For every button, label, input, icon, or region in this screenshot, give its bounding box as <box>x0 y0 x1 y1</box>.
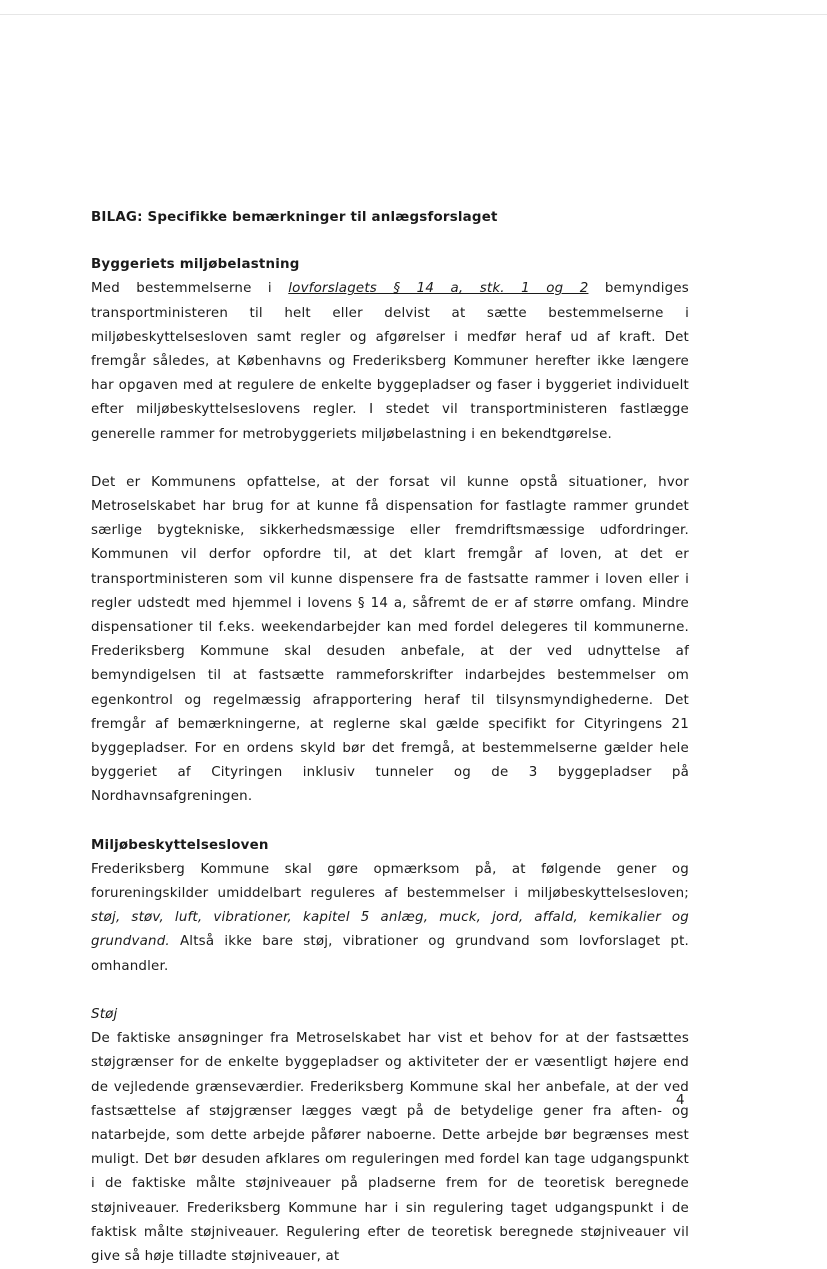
page-number: 4 <box>676 1093 685 1108</box>
document-heading: BILAG: Specifikke bemærkninger til anlægsforslaget <box>91 210 498 225</box>
paragraph-text: Frederiksberg Kommune skal gøre opmærksom på, at følgende gener og forureningskilder umiddelbart reguleres af bestemmelser i miljøbeskyttelsesloven; <box>91 861 689 902</box>
pollution-sources-list: støj, støv, luft, vibrationer, kapitel 5 anlæg, muck, jord, affald, kemikalier og grundvand. <box>91 910 689 950</box>
paragraph-text: Med bestemmelserne i <box>91 281 289 297</box>
paragraph-dispensation: Det er Kommunens opfattelse, at der forsat vil kunne opstå situationer, hvor Metroselskabet har brug for at kunne få dispensation for fastlagte rammer grundet særlige bygtekniske, sikkerhedsmæssige eller fremdriftsmæssige udfordringer. Kommunen vil derfor opfordre til, at det klart fremgår af loven, at det er transportministeren som vil kunne dispensere fra de fastsatte rammer i loven eller i regler udstedt med hjemmel i lovens § 14 a, såfremt de er af større omfang. Mindre dispensationer til f.eks. weekendarbejder kan med fordel delegeres til kommunerne. Frederiksberg Kommune skal desuden anbefale, at der ved udnyttelse af bemyndigelsen til at fastsætte rammeforskrifter indarbejdes bestemmelser om egenkontrol og regelmæssig afrapportering heraf til tilsynsmyndighederne. Det fremgår af bemærkningerne, at reglerne skal gælde specifikt for Cityringens 21 byggepladser. For en ordens skyld bør det fremgå, at bestemmelserne gælder hele byggeriet af Cityringen inklusiv tunneler og de 3 byggepladser på Nordhavnsafgreningen. <box>91 474 689 805</box>
paragraph-text: Altså ikke bare støj, vibrationer og grundvand som lovforslaget pt. omhandler. <box>91 934 689 974</box>
subheading-stoj: Støj <box>91 1006 118 1022</box>
page-top-edge <box>0 0 827 15</box>
document-body <box>91 206 689 1269</box>
paragraph-bemyndigelse <box>91 277 689 446</box>
paragraph-forureningskilder <box>91 858 689 979</box>
paragraph-text: bemyndiges transportministeren til helt eller delvist at sætte bestemmelserne i miljøbeskyttelsesloven samt regler og afgørelser i medfør heraf ud af kraft. Det fremgår således, at Københavns og Frederiksberg Kommuner herefter ikke længere har opgaven med at regulere de enkelte byggepladser og faser i byggeriet individuelt efter miljøbeskyttelseslovens regler. I stedet vil transportministeren fastlægge generelle rammer for metrobyggeriets miljøbelastning i en bekendtgørelse. <box>91 281 689 442</box>
paragraph-stojgraenser: De faktiske ansøgninger fra Metroselskabet har vist et behov for at der fastsættes støjgrænser for de enkelte byggepladser og aktiviteter der er væsentligt højere end de vejledende grænseværdier. Frederiksberg Kommune skal her anbefale, at der ved fastsættelse af støjgrænser lægges vægt på de betydelige gener fra aften- og natarbejde, som dette arbejde påfører naboerne. Dette arbejde bør begrænses mest muligt. Det bør desuden afklares om reguleringen med fordel kan tage udgangspunkt i de faktiske målte støjniveauer på pladserne frem for de teoretisk beregnede støjniveauer. Frederiksberg Kommune har i sin regulering taget udgangspunkt i de faktisk målte støjniveauer. Regulering efter de teoretisk beregnede støjniveauer vil give så høje tilladte støjniveauer, at <box>91 1031 689 1264</box>
law-reference-link[interactable]: lovforslagets § 14 a, stk. 1 og 2 <box>288 281 589 297</box>
section-title-byggeriets-miljobelastning: Byggeriets miljøbelastning <box>91 257 300 273</box>
section-title-miljobeskyttelsesloven: Miljøbeskyttelsesloven <box>91 837 269 853</box>
